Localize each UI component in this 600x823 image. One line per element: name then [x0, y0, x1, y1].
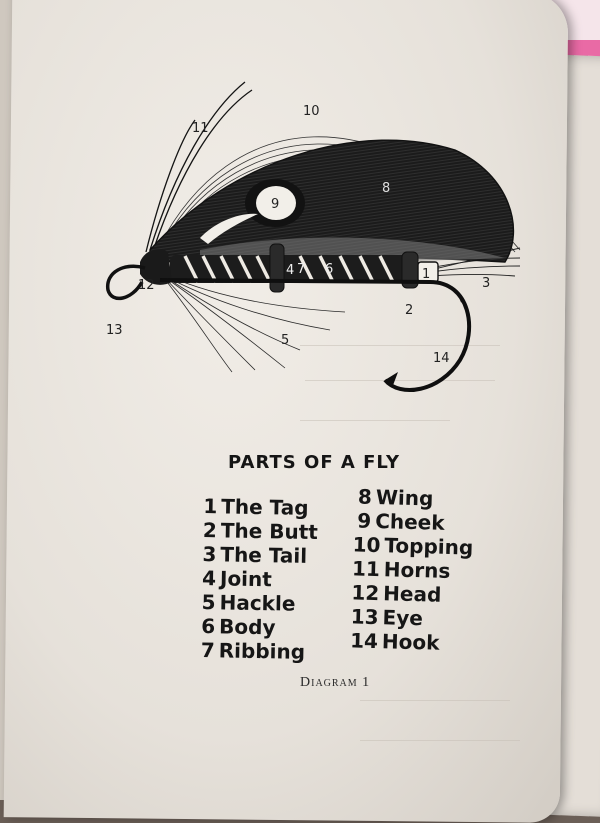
legend-number: 5 — [201, 590, 216, 615]
legend-label: The Tag — [221, 494, 309, 520]
callout-7-label: 7 — [297, 262, 306, 277]
legend-column-left — [197, 494, 319, 664]
joint — [270, 244, 284, 292]
legend-number: 11 — [351, 556, 381, 582]
legend-label: Ribbing — [218, 638, 306, 664]
legend-number: 2 — [202, 518, 218, 543]
legend-label: Hook — [381, 629, 440, 655]
legend-label: Wing — [375, 485, 434, 511]
legend-item — [199, 518, 318, 544]
legend-number: 10 — [352, 532, 381, 558]
legend-item — [350, 628, 471, 655]
legend-item — [197, 590, 316, 616]
legend-number: 8 — [357, 484, 373, 509]
legend-number: 13 — [350, 604, 379, 630]
legend-item — [197, 638, 316, 664]
legend-number: 12 — [351, 580, 380, 606]
callout-2-label: 2 — [405, 303, 414, 318]
legend-item — [197, 614, 316, 640]
legend-number: 3 — [202, 542, 217, 567]
legend-number: 1 — [203, 494, 218, 519]
legend-label: Head — [382, 581, 442, 607]
legend-number: 7 — [200, 638, 215, 663]
legend-label: Cheek — [374, 509, 445, 535]
callout-8-label: 8 — [382, 181, 391, 196]
legend-label: Eye — [382, 605, 424, 631]
callout-14-label: 14 — [433, 351, 450, 366]
legend-column-right — [350, 484, 475, 655]
callout-9-label: 9 — [271, 197, 280, 212]
legend-item — [354, 484, 475, 511]
legend-label: Hackle — [219, 590, 296, 616]
legend-number: 6 — [201, 614, 216, 639]
callout-6-label: 6 — [325, 262, 334, 277]
hook-shank-end — [430, 282, 462, 302]
legend-item — [198, 566, 317, 592]
legend-label: Topping — [384, 533, 474, 560]
legend-label: The Tail — [220, 542, 308, 568]
callout-5-label: 5 — [281, 333, 290, 348]
legend-item — [351, 580, 472, 607]
legend-number: 4 — [201, 566, 217, 591]
callout-4-label: 4 — [286, 263, 295, 278]
callout-3-label: 3 — [482, 276, 491, 291]
callout-13-label: 13 — [106, 323, 123, 338]
legend-item — [352, 556, 473, 583]
legend-label: The Butt — [220, 518, 319, 545]
legend-number: 14 — [349, 628, 379, 654]
callout-1-label: 1 — [422, 267, 431, 282]
legend-number: 9 — [357, 508, 372, 533]
legend-label: Joint — [219, 566, 273, 592]
legend-label: Horns — [383, 557, 451, 583]
callout-12-label: 12 — [138, 278, 155, 293]
diagram-caption: Diagram 1 — [300, 675, 371, 690]
legend-item — [198, 542, 317, 568]
legend-item — [353, 508, 474, 535]
diagram-title: PARTS OF A FLY — [228, 452, 401, 473]
callout-10-label: 10 — [303, 104, 320, 119]
legend-item — [352, 532, 473, 559]
legend-item — [199, 494, 318, 520]
legend-label: Body — [218, 614, 276, 640]
legend-item — [350, 604, 471, 631]
hook — [160, 280, 469, 390]
hackle-fibers — [158, 272, 345, 372]
callout-11-label: 11 — [192, 121, 209, 136]
